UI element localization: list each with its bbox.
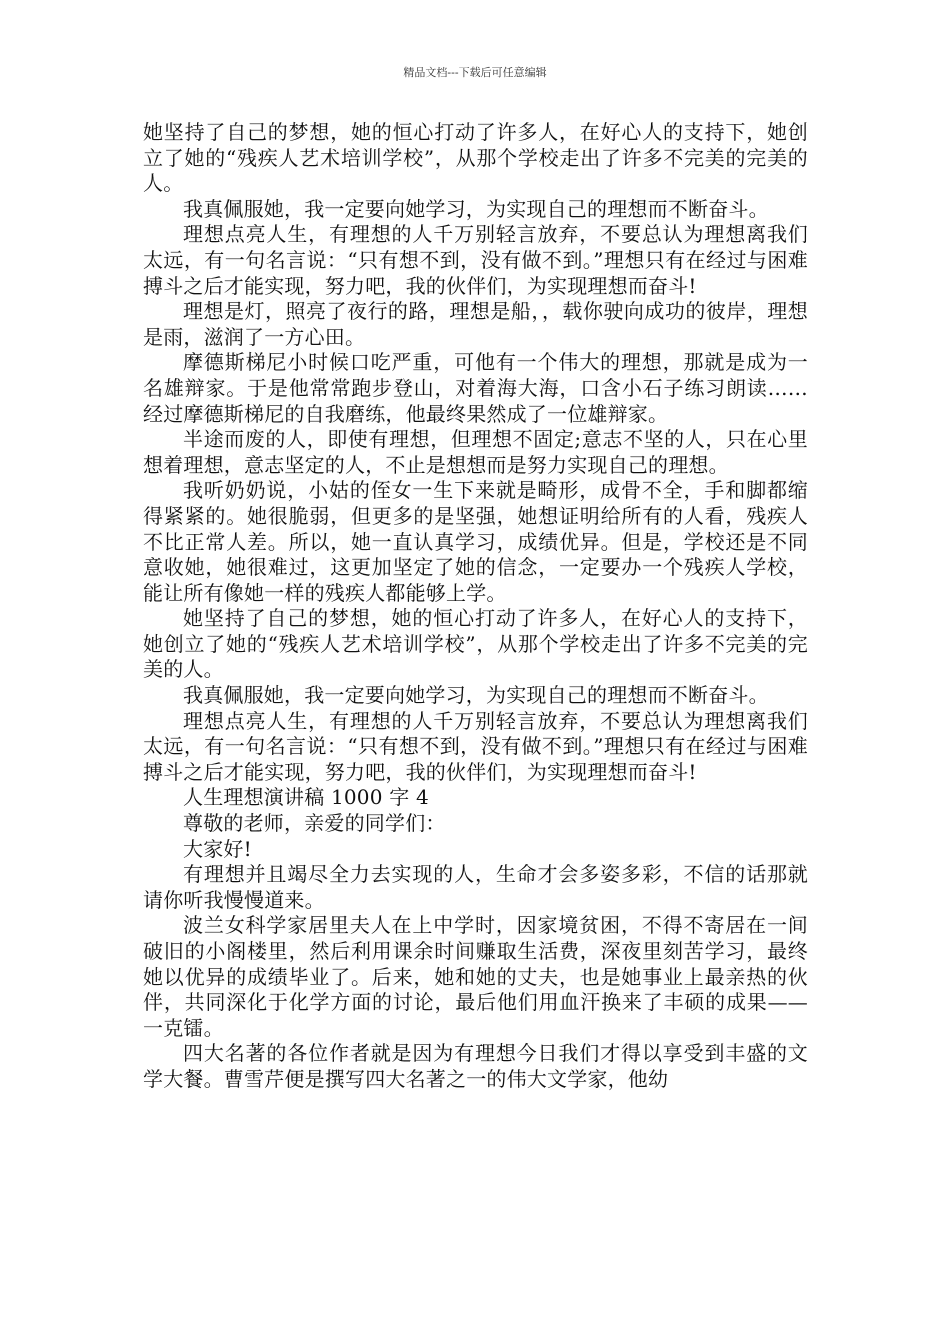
section-title: 人生理想演讲稿 1000 字 4 [183, 785, 429, 810]
paragraph: 理想是灯，照亮了夜行的路，理想是船，，载你驶向成功的彼岸，理想是雨，滋润了一方心田。 [143, 299, 808, 349]
document-body [143, 120, 808, 1093]
greeting: 大家好! [183, 836, 252, 861]
paragraph: 她坚持了自己的梦想，她的恒心打动了许多人，在好心人的支持下，她创立了她的“残疾人艺术培训学校”，从那个学校走出了许多不完美的完美的人。 [143, 120, 808, 196]
paragraph: 理想点亮人生，有理想的人千万别轻言放弃，不要总认为理想离我们太远，有一句名言说：“只有想不到，没有做不到。”理想只有在经过与困难搏斗之后才能实现，努力吧，我的伙伴们，为实现理想而奋斗! [143, 222, 808, 298]
page-header: 精品文档---下载后可任意编辑 [403, 66, 547, 79]
paragraph: 我真佩服她，我一定要向她学习，为实现自己的理想而不断奋斗。 [183, 683, 769, 708]
paragraph: 理想点亮人生，有理想的人千万别轻言放弃，不要总认为理想离我们太远，有一句名言说：“只有想不到，没有做不到。”理想只有在经过与困难搏斗之后才能实现，努力吧，我的伙伴们，为实现理想而奋斗! [143, 708, 808, 784]
paragraph: 波兰女科学家居里夫人在上中学时，因家境贫困，不得不寄居在一间破旧的小阁楼里，然后利用课余时间赚取生活费，深夜里刻苦学习，最终她以优异的成绩毕业了。后来，她和她的丈夫，也是她事业上最亲热的伙伴，共同深化于化学方面的讨论，最后他们用血汗换来了丰硕的成果——一克镭。 [143, 913, 808, 1040]
paragraph: 我听奶奶说，小姑的侄女一生下来就是畸形，成骨不全，手和脚都缩得紧紧的。她很脆弱，但更多的是坚强，她想证明给所有的人看，残疾人不比正常人差。所以，她一直认真学习，成绩优异。但是，学校还是不同意收她，她很难过，这更加坚定了她的信念，一定要办一个残疾人学校，能让所有像她一样的残疾人都能够上学。 [143, 478, 808, 605]
paragraph: 四大名著的各位作者就是因为有理想今日我们才得以享受到丰盛的文学大餐。曹雪芹便是撰写四大名著之一的伟大文学家，他幼 [143, 1041, 808, 1091]
salutation: 尊敬的老师，亲爱的同学们： [183, 811, 446, 836]
paragraph: 我真佩服她，我一定要向她学习，为实现自己的理想而不断奋斗。 [183, 196, 769, 221]
paragraph: 她坚持了自己的梦想，她的恒心打动了许多人，在好心人的支持下，她创立了她的“残疾人艺术培训学校”，从那个学校走出了许多不完美的完美的人。 [143, 606, 808, 682]
paragraph: 摩德斯梯尼小时候口吃严重，可他有一个伟大的理想，那就是成为一名雄辩家。于是他常常跑步登山，对着海大海，口含小石子练习朗读……经过摩德斯梯尼的自我磨练，他最终果然成了一位雄辩家。 [143, 350, 808, 426]
paragraph: 有理想并且竭尽全力去实现的人，生命才会多姿多彩，不信的话那就请你听我慢慢道来。 [143, 862, 808, 912]
paragraph: 半途而废的人，即使有理想，但理想不固定;意志不坚的人，只在心里想着理想，意志坚定的人，不止是想想而是努力实现自己的理想。 [143, 427, 808, 477]
